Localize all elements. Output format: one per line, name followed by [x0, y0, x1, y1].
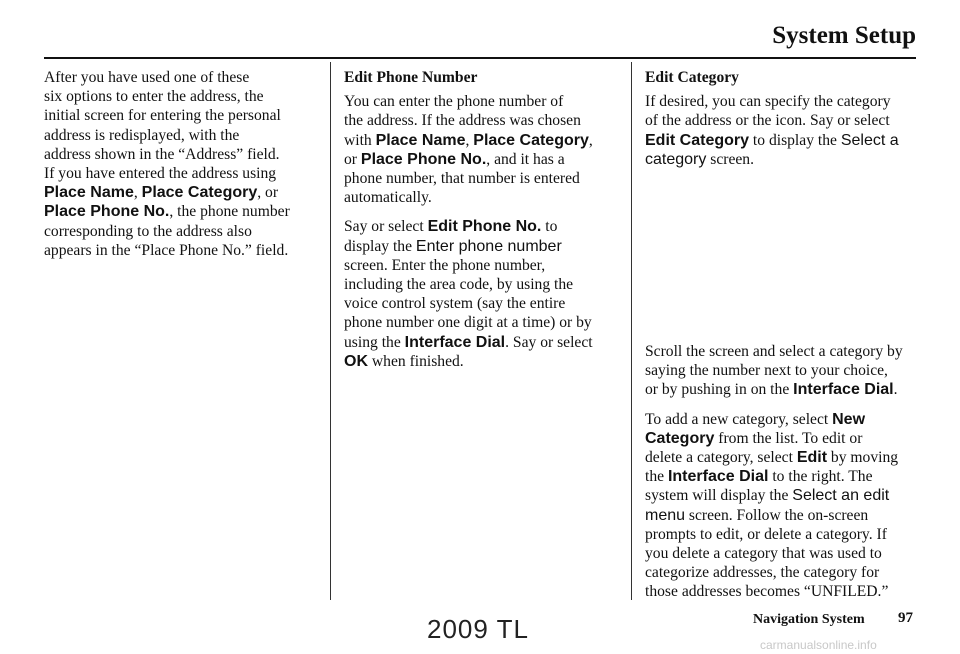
heading-edit-category: Edit Category — [645, 69, 739, 86]
paragraph-edit-category-2: Scroll the screen and select a category by saying the number next to your choice, or by pushing in on the Interface Dial. — [645, 343, 903, 399]
paragraph-edit-category-1: If desired, you can specify the category of the address or the icon. Say or select Edit Category to display the Select a category screen. — [645, 93, 899, 168]
column-1 — [44, 68, 324, 260]
term-place-name: Place Name — [44, 184, 134, 202]
paragraph-edit-category-3: To add a new category, select New Category from the list. To edit or delete a category, select Edit by moving the Interface Dial to the right. The system will display the Select an edit menu screen. Follow the on-screen prompts to edit, or delete a category. If you delete a category that was used to categorize addresses, the category for those addresses becomes “UNFILED.” — [645, 410, 899, 601]
paragraph-edit-phone-1: You can enter the phone number of the address. If the address was chosen with Place Name, Place Category, or Place Phone No., and it has a phone number, that number is entered automatically. — [344, 93, 593, 207]
site-watermark: carmanualsonline.info — [760, 638, 877, 652]
term-place-phone: Place Phone No. — [44, 203, 170, 221]
term-place-category: Place Category — [141, 184, 258, 202]
column-divider-1 — [330, 62, 331, 600]
model-watermark: 2009 TL — [427, 614, 529, 644]
paragraph-1: After you have used one of these six options to enter the address, the initial screen for entering the personal address is redisplayed, with the address shown in the “Address” field. If you have entered the address using Place Name, Place Category, or Place Phone No., the phone number corresponding to the address also appears in the “Place Phone No.” field. — [44, 69, 290, 259]
column-divider-2 — [631, 62, 632, 600]
header-rule — [44, 57, 916, 59]
page-title: System Setup — [772, 22, 916, 49]
heading-edit-phone: Edit Phone Number — [344, 69, 478, 86]
column-3 — [645, 68, 925, 179]
page-number: 97 — [898, 610, 913, 626]
column-3-lower — [645, 342, 925, 602]
paragraph-edit-phone-2: Say or select Edit Phone No. to display the Enter phone number screen. Enter the phone number, including the area code, by using the voice control system (say the entire phone number one digit at a time) or by using the Interface Dial. Say or select OK when finished. — [344, 218, 593, 370]
column-2 — [344, 68, 626, 381]
footer-section-label: Navigation System — [753, 612, 865, 627]
